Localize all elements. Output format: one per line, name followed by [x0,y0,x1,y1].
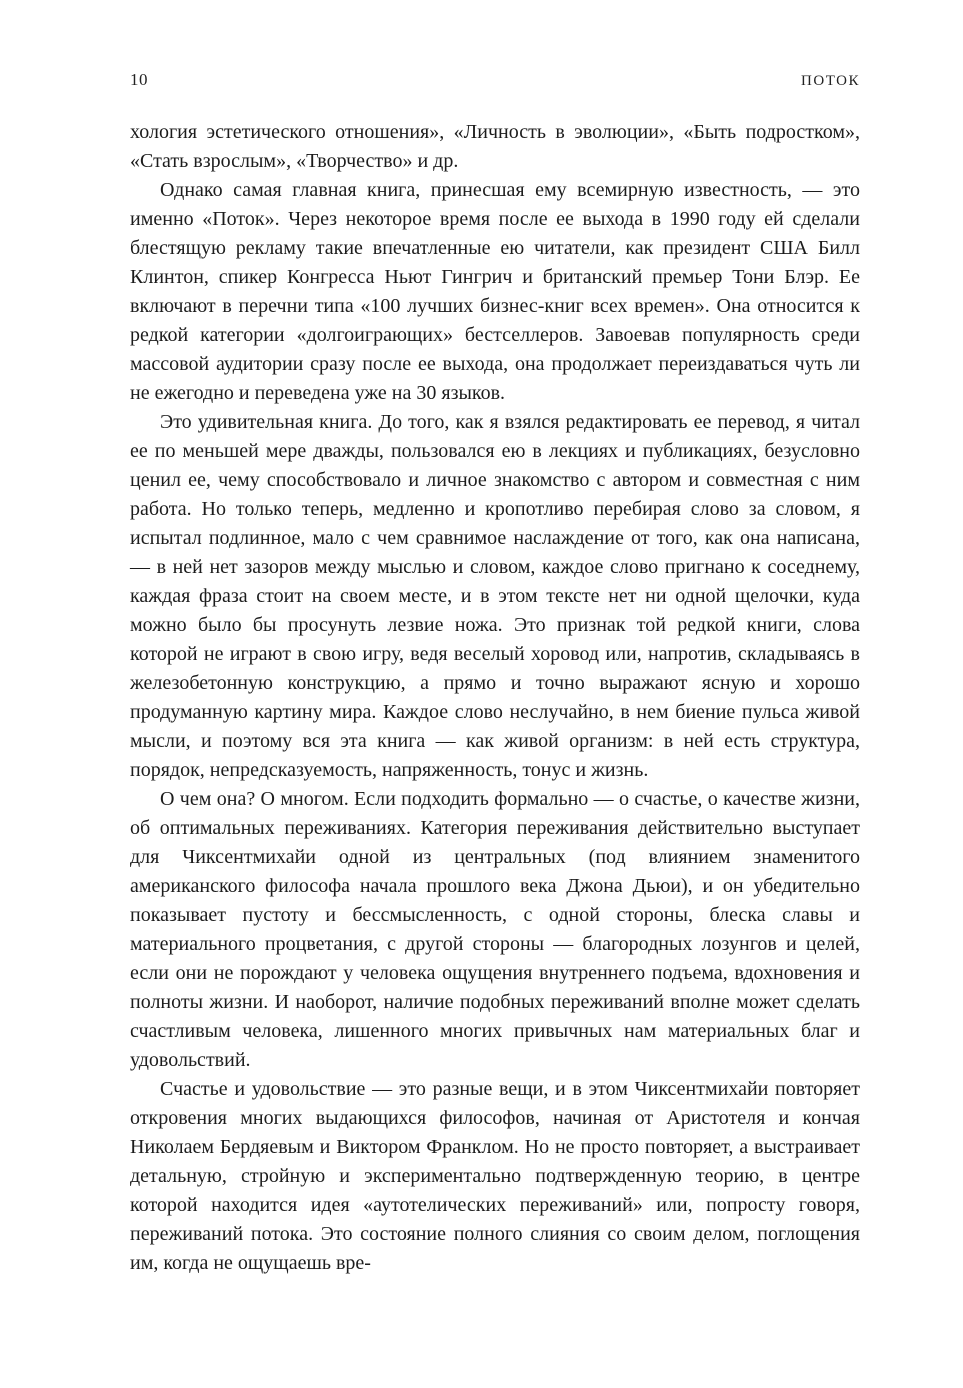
paragraph: Счастье и удовольствие — это разные вещи, и в этом Чиксентмихайи повторяет откровения многих выдающихся философов, начиная от Аристотеля и кончая Николаем Бердяевым и Виктором Франклом. Но не просто повторяет, а выстраивает детальную, стройную и экспериментально подтвержденную теорию, в центре которой находится идея «аутотелических переживаний» или, попросту говоря, переживаний потока. Это состояние полного слияния со своим делом, поглощения им, когда не ощущаешь вре- [130,1078,860,1274]
page-body [130,118,860,1278]
running-title: ПОТОК [801,73,860,89]
paragraph: Однако самая главная книга, принесшая ему всемирную известность, — это именно «Поток». Через некоторое время после ее выхода в 1990 году ей сделали блестящую рекламу такие впечатленные ею читатели, как президент США Билл Клинтон, спикер Конгресса Ньют Гингрич и британский премьер Тони Блэр. Ее включают в перечни типа «100 лучших бизнес-книг всех времен». Она относится к редкой категории «долгоиграющих» бестселлеров. Завоевав популярность среди массовой аудитории сразу после ее выхода, она продолжает переиздаваться чуть ли не ежегодно и переведена уже на 30 языков. [130,179,860,404]
paragraph: Это удивительная книга. До того, как я взялся редактировать ее перевод, я читал ее по меньшей мере дважды, пользовался ею в лекциях и публикациях, безусловно ценил ее, чему способствовало и личное знакомство с автором и совместная с ним работа. Но только теперь, медленно и кропотливо перебирая слово за словом, я испытал подлинное, мало с чем сравнимое наслаждение от того, как она написана, — в ней нет зазоров между мыслью и словом, каждое слово пригнано к соседнему, каждая фраза стоит на своем месте, и в этом тексте нет ни одной щелочки, куда можно было бы просунуть лезвие ножа. Это признак той редкой книги, слова которой не играют в свою игру, ведя веселый хоровод или, напротив, складываясь в железобетонную конструкцию, а прямо и точно выражают ясную и хорошо продуманную картину мира. Каждое слово неслучайно, в нем биение пульса живой мысли, и поэтому вся эта книга — как живой организм: в ней есть структура, порядок, непредсказуемость, напряженность, тонус и жизнь. [130,411,860,781]
page-number: 10 [130,70,148,89]
page-header [130,70,860,90]
paragraph: хология эстетического отношения», «Личность в эволюции», «Быть подростком», «Стать взрослым», «Творчество» и др. [130,121,860,172]
paragraph: О чем она? О многом. Если подходить формально — о счастье, о качестве жизни, об оптимальных переживаниях. Категория переживания действительно выступает для Чиксентмихайи одной из центральных (под влиянием знаменитого американского философа начала прошлого века Джона Дьюи), и он убедительно показывает пустоту и бессмысленность, с одной стороны, блеска славы и материального процветания, с другой стороны — благородных лозунгов и целей, если они не порождают у человека ощущения внутреннего подъема, вдохновения и полноты жизни. И наоборот, наличие подобных переживаний вполне может сделать счастливым человека, лишенного многих привычных нам материальных благ и удовольствий. [130,788,860,1071]
